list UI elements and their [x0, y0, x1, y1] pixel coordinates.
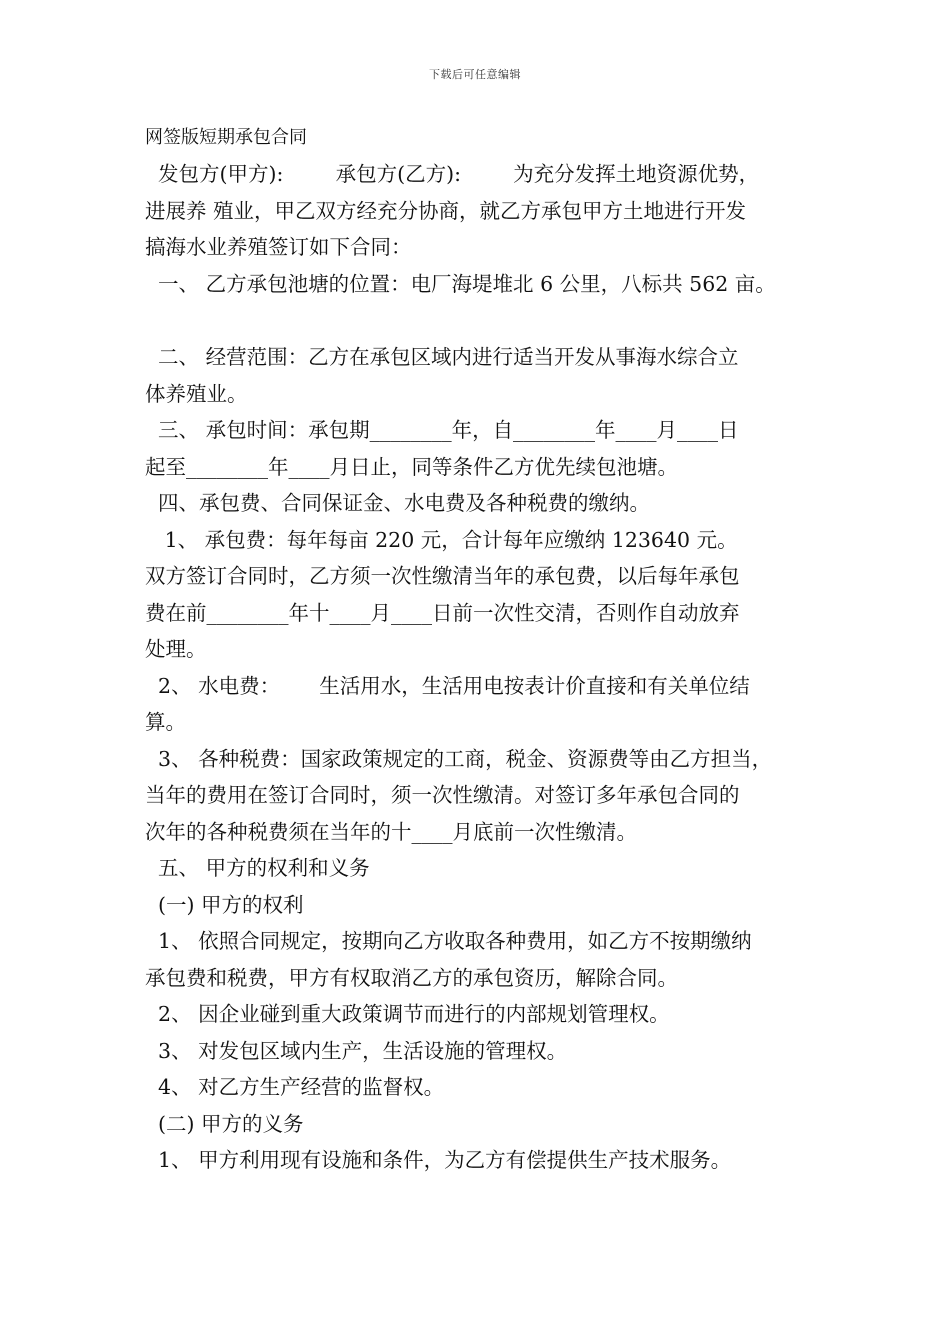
- text-line: 1、 依照合同规定，按期向乙方收取各种费用，如乙方不按期缴纳: [145, 929, 752, 953]
- text-line: 五、 甲方的权利和义务: [145, 856, 370, 880]
- text-line: 进展养 殖业，甲乙双方经充分协商，就乙方承包甲方土地进行开发: [145, 198, 747, 223]
- text-line: 处理。: [145, 637, 207, 661]
- text-line: 双方签订合同时，乙方须一次性缴清当年的承包费，以后每年承包: [145, 564, 740, 588]
- text-line: (二) 甲方的义务: [145, 1111, 304, 1136]
- text-line: 一、 乙方承包池塘的位置：电厂海堤堆北 6 公里，八标共 562 亩。: [145, 271, 776, 296]
- text-line: 承包费和税费，甲方有权取消乙方的承包资历，解除合同。: [145, 965, 678, 990]
- text-line: 起至________年____月日止，同等条件乙方优先续包池塘。: [145, 454, 678, 479]
- text-line: (一) 甲方的权利: [145, 892, 304, 917]
- text-line: 2、 水电费： 生活用水，生活用电按表计价直接和有关单位结: [145, 673, 750, 698]
- contract-text: [145, 156, 825, 1179]
- text-line: 算。: [145, 710, 186, 734]
- text-line: 三、 承包时间：承包期________年，自________年____月____日: [145, 418, 739, 442]
- text-line: 2、 因企业碰到重大政策调节而进行的内部规划管理权。: [145, 1002, 670, 1026]
- text-line: 发包方(甲方): 承包方(乙方): 为充分发挥土地资源优势，: [145, 162, 760, 186]
- text-line: 费在前________年十____月____日前一次性交清，否则作自动放弃: [145, 600, 740, 625]
- text-line: 4、 对乙方生产经营的监督权。: [145, 1075, 445, 1099]
- blank-line: [145, 302, 825, 339]
- text-line: 次年的各种税费须在当年的十____月底前一次性缴清。: [145, 819, 637, 844]
- page-header: 下载后可任意编辑: [429, 68, 521, 81]
- text-line: 当年的费用在签订合同时，须一次性缴清。对签订多年承包合同的: [145, 783, 740, 807]
- text-line: 体养殖业。: [145, 381, 248, 406]
- text-line: 3、 对发包区域内生产，生活设施的管理权。: [145, 1038, 568, 1063]
- text-line: 四、承包费、合同保证金、水电费及各种税费的缴纳。: [145, 491, 651, 515]
- text-line: 1、 甲方利用现有设施和条件，为乙方有偿提供生产技术服务。: [145, 1148, 732, 1172]
- text-line: 1、 承包费：每年每亩 220 元，合计每年应缴纳 123640 元。: [145, 527, 738, 552]
- text-line: 搞海水业养殖签订如下合同：: [145, 235, 412, 259]
- document-title: 网签版短期承包合同: [145, 127, 307, 148]
- text-line: 3、 各种税费：国家政策规定的工商，税金、资源费等由乙方担当，: [145, 746, 773, 771]
- document-body: [145, 124, 825, 1179]
- text-line: 二、 经营范围：乙方在承包区域内进行适当开发从事海水综合立: [145, 345, 739, 369]
